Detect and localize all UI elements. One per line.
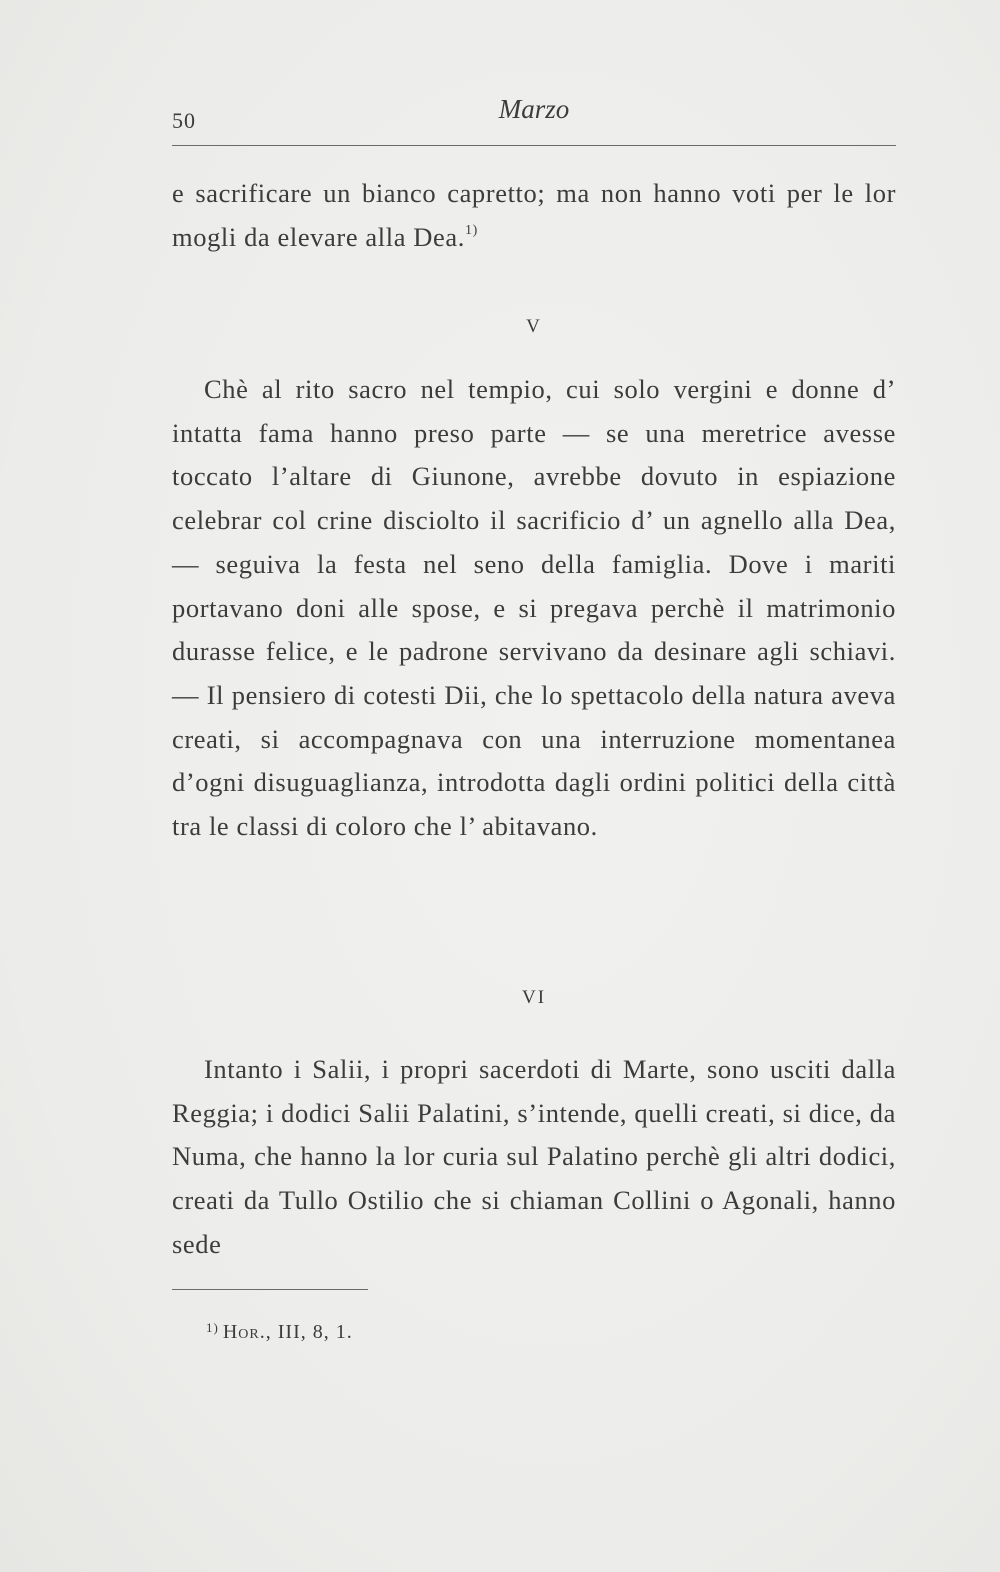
header-rule <box>172 145 896 146</box>
page-number: 50 <box>172 108 196 133</box>
footnote-mark: 1) <box>206 1320 219 1335</box>
footnote-author: Hor. <box>222 1321 266 1343</box>
footnote-citation: , III, 8, 1. <box>265 1321 353 1343</box>
paragraph-continuation <box>172 172 896 259</box>
footnote-reference: 1) <box>464 222 478 238</box>
footnote-rule <box>172 1289 368 1290</box>
paragraph-section-v: Chè al rito sacro nel tempio, cui solo vergini e donne d’ intatta fama hanno preso parte — se una meretrice avesse toccato l’altare di Giunone, avrebbe dovuto in espiazione celebrar col crine disciolto il sacrificio d’ un agnello alla Dea, — seguiva la festa nel seno della famiglia. Dove i mariti portavano doni alle spose, e si pregava perchè il matrimonio durasse felice, e le padrone servivano da desinare agli schiavi. — Il pensiero di cotesti Dii, che lo spettacolo della natura aveva creati, si accompagnava con una interruzione momentanea d’ogni disuguaglianza, introdotta dagli ordini politici della città tra le classi di coloro che l’ abitavano. <box>172 374 896 842</box>
paragraph-text: e sacrificare un bianco capretto; ma non hanno voti per le lor mogli da elevare alla Dea. <box>172 178 896 252</box>
footnote <box>206 1320 353 1344</box>
section-number-v: V <box>526 316 542 337</box>
page-header <box>172 94 896 134</box>
paragraph-section-vi: Intanto i Salii, i propri sacerdoti di Marte, sono usciti dalla Reggia; i dodici Salii Palatini, s’intende, quelli creati, si dice, da Numa, che hanno la lor curia sul Palatino perchè gli altri dodici, creati da Tullo Ostilio che si chiaman Collini o Agonali, hanno sede <box>172 1054 896 1259</box>
running-title: Marzo <box>498 94 570 124</box>
section-number-vi: VI <box>521 987 547 1008</box>
